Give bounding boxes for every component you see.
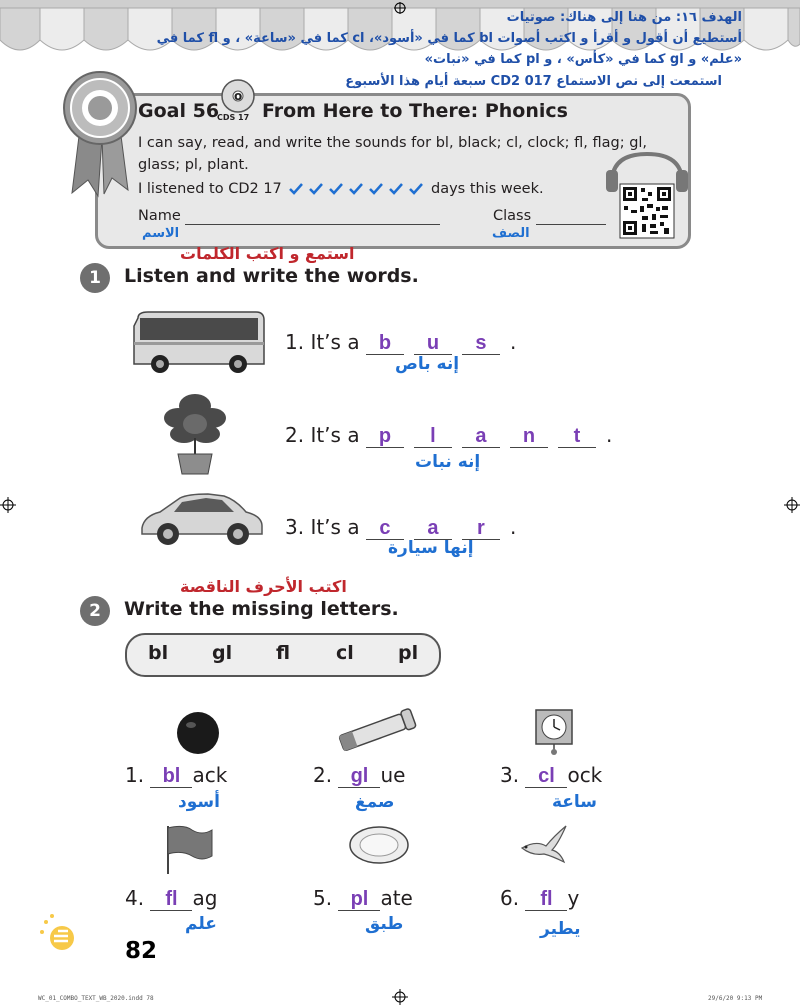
svg-text:o: o: [234, 89, 243, 103]
missing-letter-item-5: 5. pl ate: [313, 886, 413, 910]
answer-slot[interactable]: s: [462, 332, 500, 355]
glue-stick-icon: [333, 707, 419, 753]
cd-label: CDS 17: [217, 113, 250, 122]
sentence-1: 1. It’s a b u s .: [285, 330, 517, 354]
header-arabic-line1: الهدف ١٦: من هنا إلى هناك: صوتيات: [506, 10, 742, 25]
name-arabic: الاسم: [142, 226, 180, 241]
missing-letter-item-2: 2. gl ue: [313, 763, 406, 787]
class-arabic: الصف: [492, 226, 530, 241]
word-bank-item: fl: [276, 642, 291, 664]
sentence-3-arabic: إنها سيارة: [388, 538, 474, 558]
plant-icon: [160, 388, 230, 478]
goal-description: I can say, read, and write the sounds for bl, black; cl, clock; fl, flag; gl, glass; pl, plant.: [138, 135, 648, 173]
checkmark-icon[interactable]: [408, 182, 424, 196]
answer-slot[interactable]: n: [510, 425, 548, 448]
header-arabic-line4: استمعت إلى نص الاستماع CD2 017 سبعة أيام هذا الأسبوع: [345, 74, 722, 89]
name-field[interactable]: [138, 208, 440, 225]
name-line[interactable]: [185, 208, 440, 225]
sentence-2: 2. It’s a p l a n t .: [285, 423, 613, 447]
missing-letter-item-1: 1. bl ack: [125, 763, 228, 787]
section2-number: 2: [80, 596, 110, 626]
answer-slot[interactable]: fl: [150, 888, 192, 911]
answer-slot[interactable]: gl: [338, 765, 380, 788]
section2-title-arabic: اكتب الأحرف الناقصة: [180, 577, 347, 596]
registration-mark-icon: [784, 497, 800, 513]
clock-icon: [530, 706, 578, 756]
flag-icon: [162, 822, 216, 876]
checkmark-icon[interactable]: [388, 182, 404, 196]
answer-slot[interactable]: cl: [525, 765, 567, 788]
class-field[interactable]: [493, 208, 606, 225]
scalloped-header-decoration: [0, 0, 800, 60]
listened-prefix: I listened to CD2 17: [138, 181, 282, 197]
section1-number: 1: [80, 263, 110, 293]
checkmark-icon[interactable]: [308, 182, 324, 196]
goal-title: Goal 56: [138, 100, 220, 122]
answer-slot[interactable]: a: [462, 425, 500, 448]
car-icon: [138, 488, 266, 550]
answer-slot[interactable]: bl: [150, 765, 192, 788]
checkmark-icon[interactable]: [288, 182, 304, 196]
section1-title-arabic: استمع و اكتب الكلمات: [180, 244, 355, 263]
word-bank-item: bl: [148, 642, 169, 664]
sun-logo-icon: [36, 912, 80, 956]
registration-mark-icon: [0, 497, 16, 513]
missing-letter-item-3: 3. cl ock: [500, 763, 603, 787]
item-3-arabic: ساعة: [552, 792, 598, 812]
sentence-2-arabic: إنه نبات: [415, 452, 481, 472]
checkmark-icon[interactable]: [328, 182, 344, 196]
footer-right: 29/6/20 9:13 PM: [708, 995, 763, 1002]
sentence-1-arabic: إنه باص: [395, 354, 460, 374]
name-label: Name: [138, 208, 181, 224]
registration-mark-icon: [392, 989, 408, 1005]
item-4-arabic: علم: [185, 914, 217, 934]
answer-slot[interactable]: p: [366, 425, 404, 448]
answer-slot[interactable]: fl: [525, 888, 567, 911]
item-5-arabic: طبق: [365, 914, 404, 934]
footer-left: WC_01_COMBO_TEXT_WB_2020.indd 78: [38, 995, 154, 1002]
word-bank-item: cl: [336, 642, 354, 664]
header-arabic-line3: «علم» و gl كما في «كأس» ، و pl كما في «نبات»: [424, 52, 742, 67]
missing-letter-item-6: 6. fl y: [500, 886, 580, 910]
checkmark-icon[interactable]: [368, 182, 384, 196]
item-2-arabic: صمغ: [355, 792, 395, 812]
sentence-3: 3. It’s a c a r .: [285, 515, 517, 539]
answer-slot[interactable]: u: [414, 332, 452, 355]
listened-line: [138, 181, 544, 197]
class-label: Class: [493, 208, 532, 224]
qr-code-icon: [604, 152, 690, 244]
checkmark-icon[interactable]: [348, 182, 364, 196]
class-line[interactable]: [536, 208, 606, 225]
section1-title: Listen and write the words.: [124, 265, 419, 287]
listened-suffix: days this week.: [431, 181, 544, 197]
answer-slot[interactable]: c: [366, 517, 404, 540]
missing-letter-item-4: 4. fl ag: [125, 886, 218, 910]
answer-slot[interactable]: b: [366, 332, 404, 355]
bus-icon: [130, 310, 266, 376]
check-row: [286, 181, 426, 197]
item-1-arabic: أسود: [178, 792, 220, 812]
item-6-arabic: يطير: [540, 919, 581, 939]
answer-slot[interactable]: l: [414, 425, 452, 448]
answer-slot[interactable]: r: [462, 517, 500, 540]
goal-heading: From Here to There: Phonics: [262, 100, 568, 122]
black-ball-icon: [175, 710, 221, 756]
section2-title: Write the missing letters.: [124, 598, 399, 620]
answer-slot[interactable]: t: [558, 425, 596, 448]
header-arabic-line2: أستطيع أن أقول و أقرأ و اكتب أصوات bl كما في «أسود»، cl كما في «ساعة» ، و fl كما في: [156, 31, 742, 46]
gear-badge-icon: [58, 68, 142, 198]
bird-icon: [518, 822, 570, 872]
answer-slot[interactable]: a: [414, 517, 452, 540]
plate-icon: [348, 825, 410, 865]
word-bank-item: gl: [212, 642, 233, 664]
cd-icon: [220, 78, 256, 114]
page-number: 82: [125, 938, 158, 964]
word-bank-item: pl: [398, 642, 419, 664]
answer-slot[interactable]: pl: [338, 888, 380, 911]
